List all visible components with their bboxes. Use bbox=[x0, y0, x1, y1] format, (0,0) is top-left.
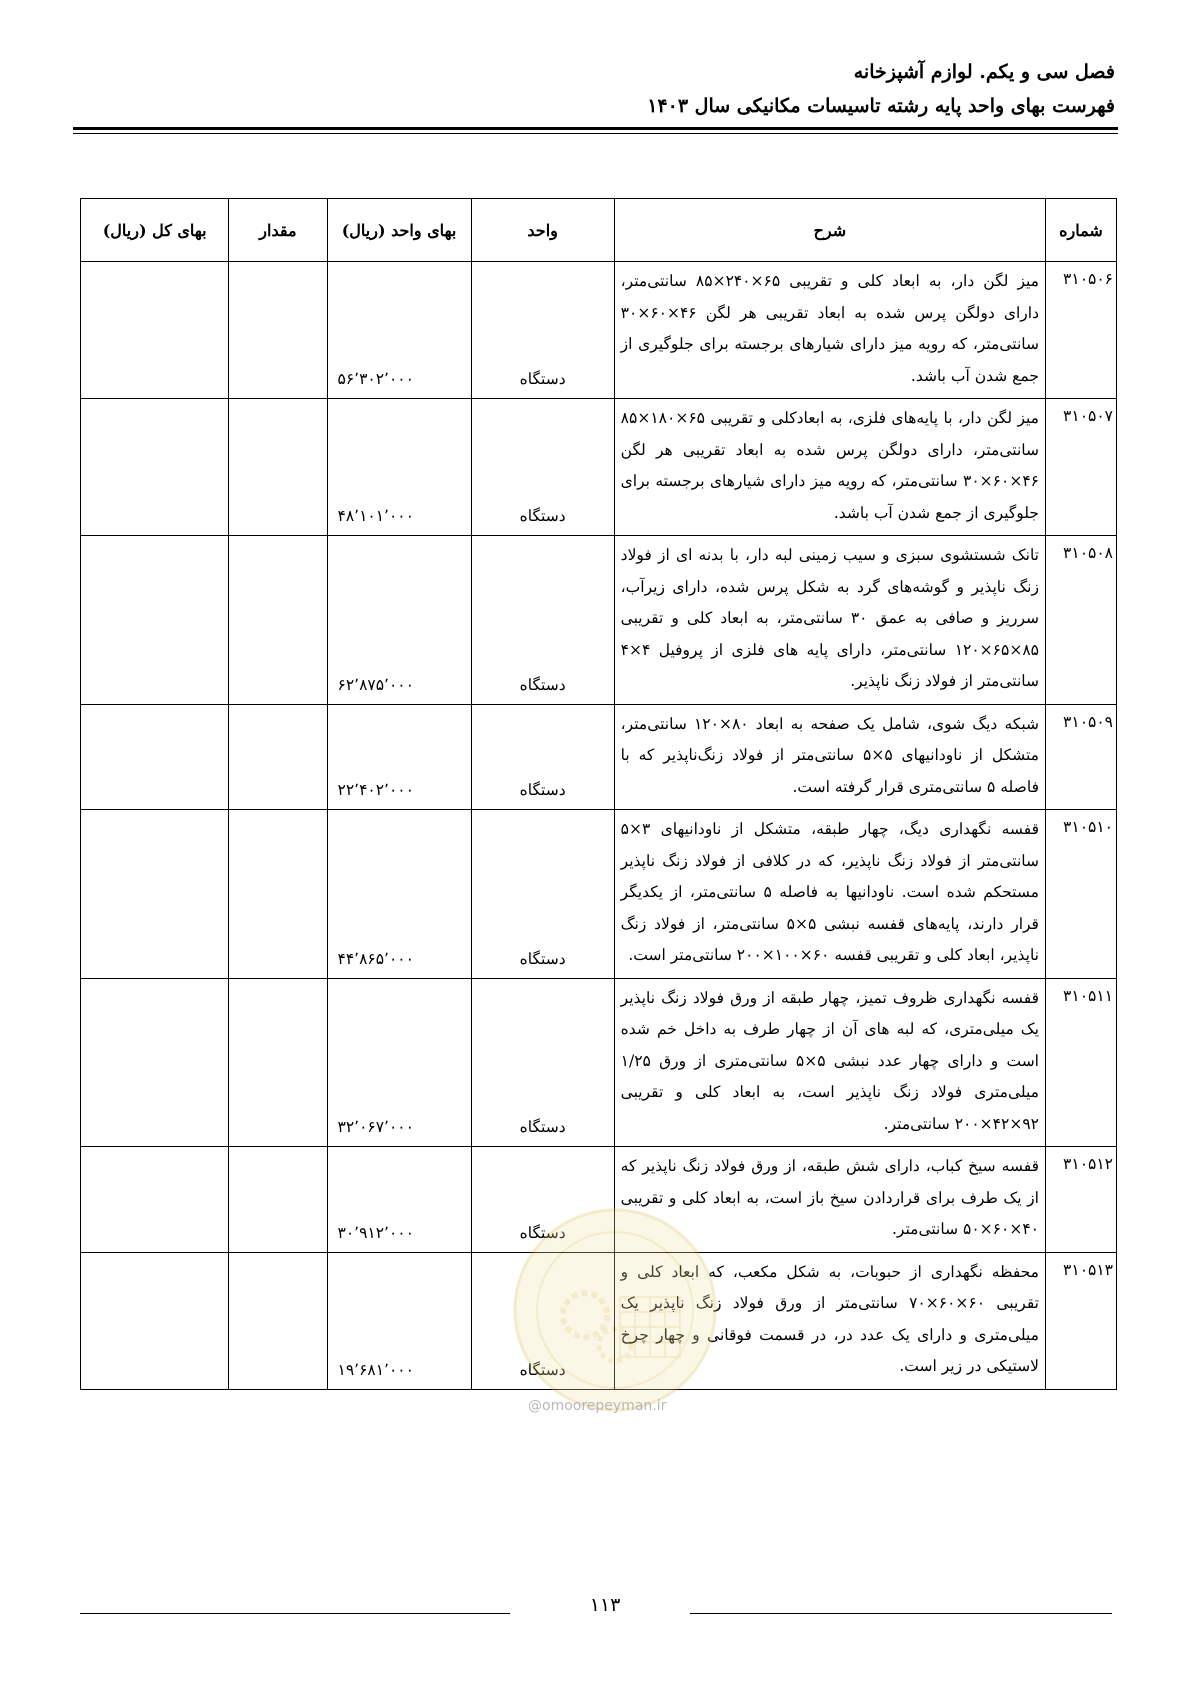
item-total[interactable] bbox=[81, 536, 229, 705]
table-row bbox=[81, 399, 1117, 536]
table-row bbox=[81, 536, 1117, 705]
col-header-quantity: مقدار bbox=[229, 199, 327, 262]
item-description: قفسه نگهداری دیگ، چهار طبقه، متشکل از ناودانیهای ۳×۵ سانتی‌متر از فولاد زنگ ناپذیر، که در کلافی از فولاد زنگ ناپذیر مستحکم شده است. ناودانیها به فاصله ۵ سانتی‌متر، از یکدیگر قرار دارند، پایه‌های قفسه نبشی ۵×۵ سانتی‌متر، از فولاد زنگ ناپذیر، ابعاد کلی و تقریبی قفسه ۶۰×۱۰۰×۲۰۰ سانتی‌متر است. bbox=[614, 810, 1045, 979]
col-header-total-price: بهای کل (ریال) bbox=[81, 199, 229, 262]
item-total[interactable] bbox=[81, 810, 229, 979]
item-unit: دستگاه bbox=[471, 536, 614, 705]
document-title: فهرست بهای واحد پایه رشته تاسیسات مکانیکی سال ۱۴۰۳ bbox=[647, 95, 1115, 117]
item-description: محفظه نگهداری از حبوبات، به شکل مکعب، که ابعاد کلی و تقریبی ۶۰×۶۰×۷۰ سانتی‌متر از ورق فولاد زنگ ناپذیر یک میلی‌متری و دارای یک عدد در، در قسمت فوقانی و چهار چرخ لاستیکی در زیر است. bbox=[614, 1252, 1045, 1389]
table-row bbox=[81, 262, 1117, 399]
page-header bbox=[75, 56, 1115, 122]
item-quantity[interactable] bbox=[229, 1147, 327, 1253]
header-rule-thick bbox=[73, 127, 1118, 130]
item-description: قفسه نگهداری ظروف تمیز، چهار طبقه از ورق فولاد زنگ ناپذیر یک میلی‌متری، که لبه های آن از چهار طرف به داخل خم شده است و دارای چهار عدد نبشی ۵×۵ سانتی‌متری از ورق ۱/۲۵ میلی‌متری فولاد زنگ ناپذیر است، به ابعاد کلی و تقریبی ۹۲×۴۲×۲۰۰ سانتی‌متر. bbox=[614, 978, 1045, 1147]
item-quantity[interactable] bbox=[229, 399, 327, 536]
page-number: ۱۱۳ bbox=[589, 1594, 621, 1616]
table-header-row bbox=[81, 199, 1117, 262]
item-unit-price: ۳۰٬۹۱۲٬۰۰۰ bbox=[327, 1147, 471, 1253]
item-total[interactable] bbox=[81, 399, 229, 536]
item-total[interactable] bbox=[81, 1252, 229, 1389]
item-number: ۳۱۰۵۱۳ bbox=[1045, 1252, 1116, 1389]
item-quantity[interactable] bbox=[229, 536, 327, 705]
footer-rule-right bbox=[690, 1613, 1112, 1614]
item-description: تانک شستشوی سبزی و سیب زمینی لبه دار، با بدنه ای از فولاد زنگ ناپذیر و گوشه‌های گرد به شکل پرس شده، دارای زیرآب، سرریز و صافی به عمق ۳۰ سانتی‌متر، به ابعاد کلی و تقریبی ۸۵×۶۵×۱۲۰ سانتی‌متر، دارای پایه های فلزی از پروفیل ۴×۴ سانتی‌متر از فولاد زنگ ناپذیر. bbox=[614, 536, 1045, 705]
item-unit: دستگاه bbox=[471, 399, 614, 536]
price-table bbox=[80, 198, 1117, 1390]
item-description: شبکه دیگ شوی، شامل یک صفحه به ابعاد ۸۰×۱۲۰ سانتی‌متر، متشکل از ناودانیهای ۵×۵ سانتی‌متر از فولاد زنگ‌ناپذیر که با فاصله ۵ سانتی‌متری قرار گرفته است. bbox=[614, 704, 1045, 810]
item-unit: دستگاه bbox=[471, 1252, 614, 1389]
item-description: قفسه سیخ کباب، دارای شش طبقه، از ورق فولاد زنگ ناپذیر که از یک طرف برای قراردادن سیخ باز است، به ابعاد کلی و تقریبی ۴۰×۶۰×۵۰ سانتی‌متر. bbox=[614, 1147, 1045, 1253]
item-unit-price: ۴۴٬۸۶۵٬۰۰۰ bbox=[327, 810, 471, 979]
item-number: ۳۱۰۵۰۶ bbox=[1045, 262, 1116, 399]
col-header-unit-price: بهای واحد (ریال) bbox=[327, 199, 471, 262]
item-description: میز لگن دار، به ابعاد کلی و تقریبی ۶۵×۲۴۰×۸۵ سانتی‌متر، دارای دولگن پرس شده به ابعاد تقریبی هر لگن ۴۶×۶۰×۳۰ سانتی‌متر، که رویه میز دارای شیارهای برجسته برای جلوگیری از جمع شدن آب باشد. bbox=[614, 262, 1045, 399]
table-row bbox=[81, 704, 1117, 810]
item-quantity[interactable] bbox=[229, 810, 327, 979]
chapter-title: فصل سی و یکم. لوازم آشپزخانه bbox=[853, 61, 1115, 83]
item-number: ۳۱۰۵۱۱ bbox=[1045, 978, 1116, 1147]
item-unit: دستگاه bbox=[471, 1147, 614, 1253]
item-quantity[interactable] bbox=[229, 978, 327, 1147]
item-total[interactable] bbox=[81, 262, 229, 399]
item-quantity[interactable] bbox=[229, 262, 327, 399]
table-row bbox=[81, 810, 1117, 979]
item-unit-price: ۶۲٬۸۷۵٬۰۰۰ bbox=[327, 536, 471, 705]
table-row bbox=[81, 1147, 1117, 1253]
item-unit-price: ۲۲٬۴۰۲٬۰۰۰ bbox=[327, 704, 471, 810]
item-unit-price: ۳۲٬۰۶۷٬۰۰۰ bbox=[327, 978, 471, 1147]
item-number: ۳۱۰۵۱۲ bbox=[1045, 1147, 1116, 1253]
col-header-unit: واحد bbox=[471, 199, 614, 262]
table-row bbox=[81, 978, 1117, 1147]
item-quantity[interactable] bbox=[229, 704, 327, 810]
footer-rule-left bbox=[80, 1613, 510, 1614]
item-unit: دستگاه bbox=[471, 810, 614, 979]
item-unit-price: ۵۶٬۳۰۲٬۰۰۰ bbox=[327, 262, 471, 399]
item-unit: دستگاه bbox=[471, 704, 614, 810]
col-header-number: شماره bbox=[1045, 199, 1116, 262]
item-quantity[interactable] bbox=[229, 1252, 327, 1389]
item-unit-price: ۴۸٬۱۰۱٬۰۰۰ bbox=[327, 399, 471, 536]
item-number: ۳۱۰۵۱۰ bbox=[1045, 810, 1116, 979]
item-total[interactable] bbox=[81, 978, 229, 1147]
item-number: ۳۱۰۵۰۷ bbox=[1045, 399, 1116, 536]
item-number: ۳۱۰۵۰۸ bbox=[1045, 536, 1116, 705]
item-total[interactable] bbox=[81, 1147, 229, 1253]
item-unit: دستگاه bbox=[471, 262, 614, 399]
item-number: ۳۱۰۵۰۹ bbox=[1045, 704, 1116, 810]
col-header-description: شرح bbox=[614, 199, 1045, 262]
item-unit-price: ۱۹٬۶۸۱٬۰۰۰ bbox=[327, 1252, 471, 1389]
item-total[interactable] bbox=[81, 704, 229, 810]
table-row bbox=[81, 1252, 1117, 1389]
item-unit: دستگاه bbox=[471, 978, 614, 1147]
header-rule-thin bbox=[73, 133, 1118, 134]
item-description: میز لگن دار، با پایه‌های فلزی، به ابعادکلی و تقریبی ۶۵×۱۸۰×۸۵ سانتی‌متر، دارای دولگن پرس شده به ابعاد تقریبی هر لگن ۴۶×۶۰×۳۰ سانتی‌متر، که رویه میز دارای شیارهای برجسته برای جلوگیری از جمع شدن آب باشد. bbox=[614, 399, 1045, 536]
watermark-handle: @omoorepeyman.ir bbox=[528, 1398, 667, 1414]
